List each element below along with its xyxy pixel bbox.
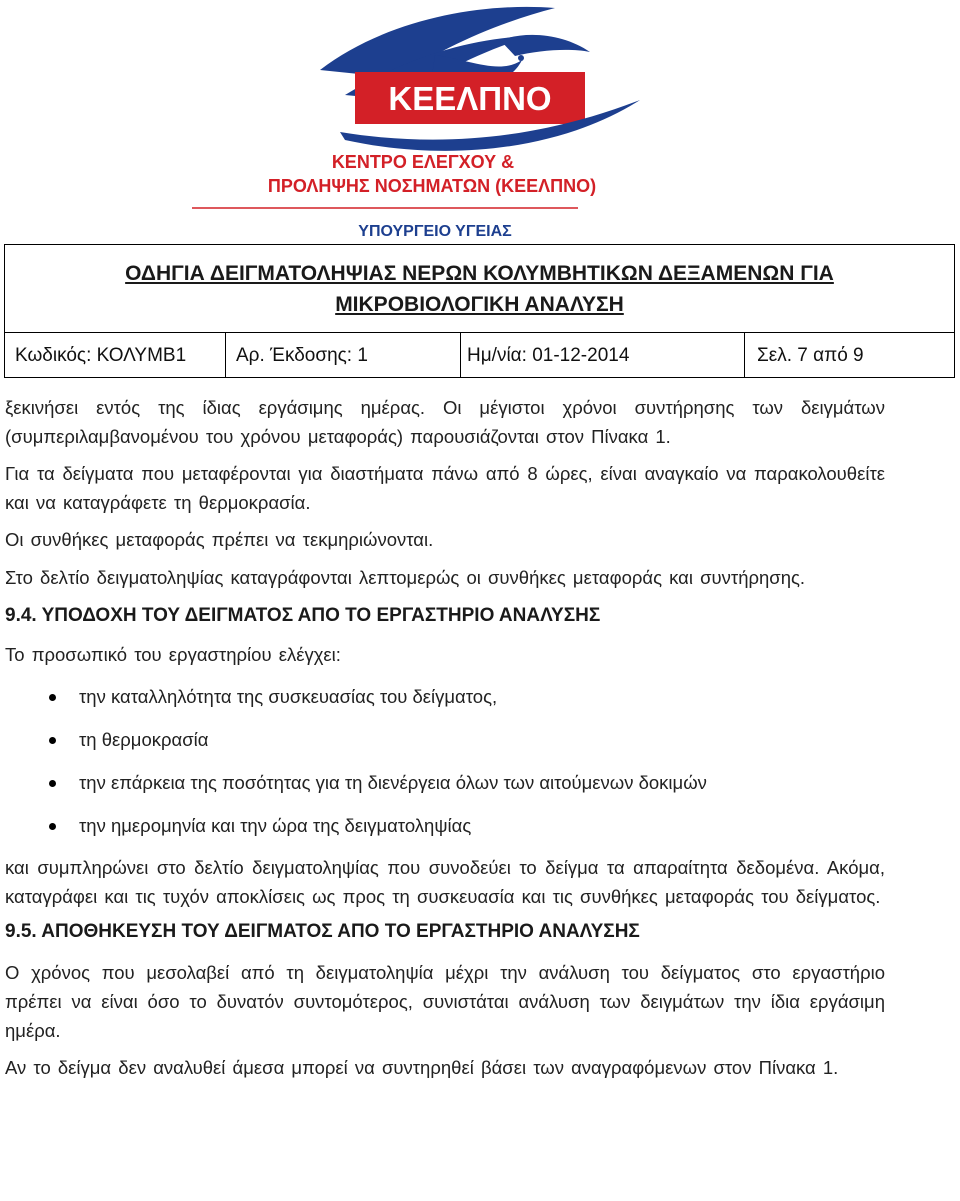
paragraph-2: Για τα δείγματα που μεταφέρονται για διαστήματα πάνω από 8 ώρες, είναι αναγκαίο να παρακολουθείτε και να καταγράφετε τη θερμοκρασία. xyxy=(5,463,885,513)
list-item: την ημερομηνία και την ώρα της δειγματοληψίας xyxy=(5,812,885,840)
document-edition: Αρ. Έκδοσης: 1 xyxy=(226,333,461,378)
paragraph-4: Στο δελτίο δειγματοληψίας καταγράφονται λεπτομερώς οι συνθήκες μεταφοράς και συντήρησης. xyxy=(5,567,806,588)
logo-name: ΚΕΕΛΠΝΟ xyxy=(388,80,552,117)
paragraph-8: Αν το δείγμα δεν αναλυθεί άμεσα μπορεί να συντηρηθεί βάσει των αναγραφόμενων στον Πίνακα 1. xyxy=(5,1057,839,1078)
check-list xyxy=(5,683,885,840)
paragraph-5: Το προσωπικό του εργαστηρίου ελέγχει: xyxy=(5,644,341,665)
section-heading-9-5: 9.5. ΑΠΟΘΗΚΕΥΣΗ ΤΟΥ ΔΕΙΓΜΑΤΟΣ ΑΠΟ ΤΟ ΕΡΓΑΣΤΗΡΙΟ ΑΝΑΛΥΣΗΣ xyxy=(5,921,640,942)
bullet-icon xyxy=(49,823,56,830)
paragraph-7: Ο χρόνος που μεσολαβεί από τη δειγματοληψία μέχρι την ανάλυση του δείγματος στο εργαστήριο πρέπει να είναι όσο το δυνατόν συντομότερος, συνιστάται ανάλυση των δειγμάτων την ίδια εργάσιμη ημέρα. xyxy=(5,962,885,1041)
logo-line1: ΚΕΝΤΡΟ ΕΛΕΓΧΟΥ & xyxy=(331,152,515,172)
document-code: Κωδικός: ΚΟΛΥΜΒ1 xyxy=(5,333,226,378)
paragraph-3: Οι συνθήκες μεταφοράς πρέπει να τεκμηριώνονται. xyxy=(5,529,434,550)
title-line-1: ΟΔΗΓΙΑ ΔΕΙΓΜΑΤΟΛΗΨΙΑΣ ΝΕΡΩΝ ΚΟΛΥΜΒΗΤΙΚΩΝ ΔΕΞΑΜΕΝΩΝ ΓΙΑ xyxy=(125,261,834,285)
document-title xyxy=(5,245,954,333)
list-item: την επάρκεια της ποσότητας για τη διενέργεια όλων των αιτούμενων δοκιμών xyxy=(5,769,885,797)
list-item: τη θερμοκρασία xyxy=(5,726,885,754)
document-header xyxy=(4,244,955,378)
paragraph-1: ξεκινήσει εντός της ίδιας εργάσιμης ημέρας. Οι μέγιστοι χρόνοι συντήρησης των δειγμάτων (συμπεριλαμβανομένου του χρόνου μεταφοράς) παρουσιάζονται στον Πίνακα 1. xyxy=(5,397,885,447)
title-line-2: ΜΙΚΡΟΒΙΟΛΟΓΙΚΗ ΑΝΑΛΥΣΗ xyxy=(335,292,624,316)
list-item: την καταλληλότητα της συσκευασίας του δείγματος, xyxy=(5,683,885,711)
logo-ministry: ΥΠΟΥΡΓΕΙΟ ΥΓΕΙΑΣ xyxy=(358,223,512,240)
page-number: Σελ. 7 από 9 xyxy=(757,344,864,366)
document-meta-row xyxy=(5,333,954,378)
paragraph-6: και συμπληρώνει στο δελτίο δειγματοληψίας που συνοδεύει το δείγμα τα απαραίτητα δεδομένα. Ακόμα, καταγράφει και τις τυχόν αποκλίσεις ως προς τη συσκευασία και τις συνθήκες μεταφοράς του δείγματος. xyxy=(5,857,885,907)
document-body xyxy=(5,393,885,1082)
keelpno-logo xyxy=(170,0,715,242)
bullet-icon xyxy=(49,694,56,701)
document-date: Ημ/νία: 01-12-2014 xyxy=(461,333,745,378)
logo-line2: ΠΡΟΛΗΨΗΣ ΝΟΣΗΜΑΤΩΝ (ΚΕΕΛΠΝΟ) xyxy=(267,176,597,196)
bullet-icon xyxy=(49,780,56,787)
section-heading-9-4: 9.4. ΥΠΟΔΟΧΗ ΤΟΥ ΔΕΙΓΜΑΤΟΣ ΑΠΟ ΤΟ ΕΡΓΑΣΤΗΡΙΟ ΑΝΑΛΥΣΗΣ xyxy=(5,605,601,626)
bullet-icon xyxy=(49,737,56,744)
